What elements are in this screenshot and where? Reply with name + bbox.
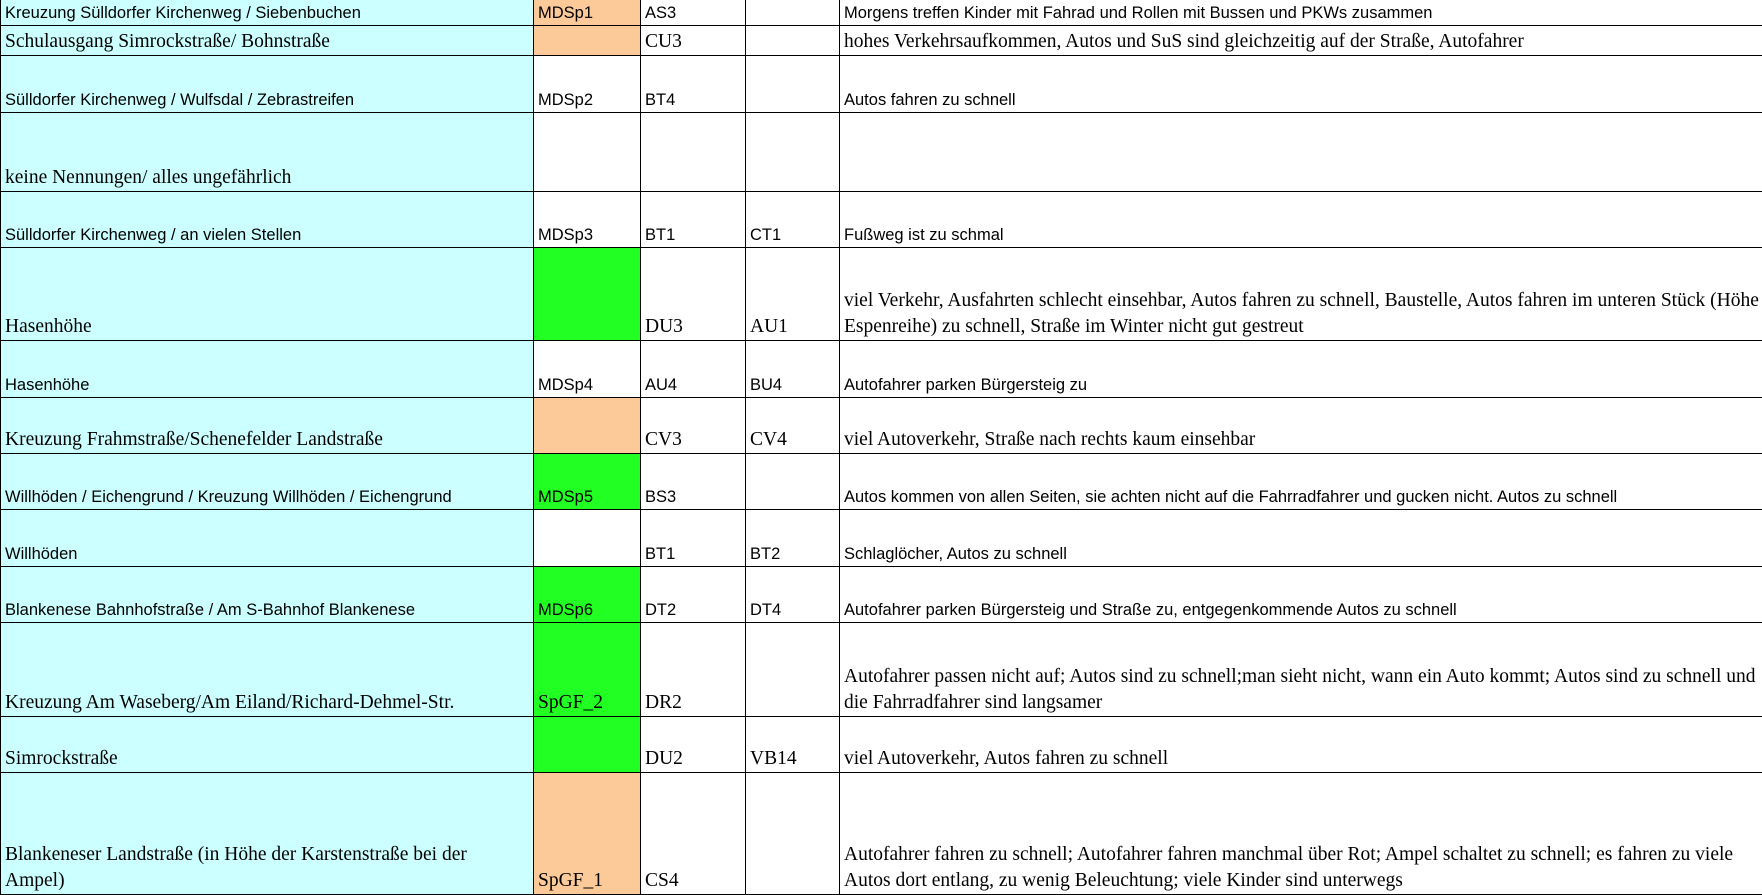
table-row (1, 454, 1762, 510)
grid-ref-2-cell: BU4 (746, 341, 840, 398)
grid-ref-2-cell: CT1 (746, 192, 840, 248)
location-cell: Kreuzung Frahmstraße/Schenefelder Landstraße (1, 398, 534, 454)
table-row (1, 56, 1762, 113)
location-cell: Kreuzung Sülldorfer Kirchenweg / Siebenbuchen (1, 0, 534, 26)
table-row (1, 717, 1762, 773)
table-row (1, 398, 1762, 454)
description-cell: Autos fahren zu schnell (840, 56, 1762, 113)
grid-ref-2-cell: BT2 (746, 510, 840, 567)
table-row (1, 248, 1762, 341)
description-cell: Schlaglöcher, Autos zu schnell (840, 510, 1762, 567)
location-cell: Hasenhöhe (1, 341, 534, 398)
location-cell: Simrockstraße (1, 717, 534, 773)
description-cell: Autofahrer parken Bürgersteig und Straße zu, entgegenkommende Autos zu schnell (840, 567, 1762, 623)
grid-ref-cell: BT1 (641, 192, 746, 248)
code-cell (534, 717, 641, 773)
grid-ref-2-cell (746, 113, 840, 192)
table-row (1, 0, 1762, 26)
code-cell (534, 26, 641, 56)
description-cell: viel Autoverkehr, Autos fahren zu schnell (840, 717, 1762, 773)
grid-ref-2-cell: VB14 (746, 717, 840, 773)
description-cell: viel Autoverkehr, Straße nach rechts kaum einsehbar (840, 398, 1762, 454)
grid-ref-2-cell: DT4 (746, 567, 840, 623)
description-cell: hohes Verkehrsaufkommen, Autos und SuS sind gleichzeitig auf der Straße, Autofahrer (840, 26, 1762, 56)
code-cell (534, 510, 641, 567)
grid-ref-cell: DT2 (641, 567, 746, 623)
location-cell: Willhöden (1, 510, 534, 567)
code-cell: MDSp5 (534, 454, 641, 510)
grid-ref-2-cell (746, 26, 840, 56)
location-cell: Sülldorfer Kirchenweg / Wulfsdal / Zebrastreifen (1, 56, 534, 113)
description-cell: Autos kommen von allen Seiten, sie achten nicht auf die Fahrradfahrer und gucken nicht. Autos zu schnell (840, 454, 1762, 510)
table-row (1, 623, 1762, 717)
grid-ref-2-cell (746, 623, 840, 717)
code-cell: MDSp2 (534, 56, 641, 113)
grid-ref-2-cell (746, 0, 840, 26)
table-row (1, 510, 1762, 567)
code-cell: SpGF_2 (534, 623, 641, 717)
location-cell: Sülldorfer Kirchenweg / an vielen Stellen (1, 192, 534, 248)
description-cell (840, 113, 1762, 192)
code-cell: MDSp3 (534, 192, 641, 248)
description-cell: Autofahrer fahren zu schnell; Autofahrer fahren manchmal über Rot; Ampel schaltet zu schnell; es fahren zu viele Autos dort entlang, zu wenig Beleuchtung; viele Kinder sind unterwegs (840, 773, 1762, 895)
grid-ref-cell: BT1 (641, 510, 746, 567)
grid-ref-cell: AU4 (641, 341, 746, 398)
grid-ref-cell: CS4 (641, 773, 746, 895)
description-cell: Autofahrer passen nicht auf; Autos sind zu schnell;man sieht nicht, wann ein Auto kommt; Autos sind zu schnell und die Fahrradfahrer sind langsamer (840, 623, 1762, 717)
grid-ref-cell: BS3 (641, 454, 746, 510)
location-cell: Kreuzung Am Waseberg/Am Eiland/Richard-Dehmel-Str. (1, 623, 534, 717)
table-row (1, 341, 1762, 398)
table-row (1, 113, 1762, 192)
code-cell (534, 398, 641, 454)
grid-ref-2-cell: CV4 (746, 398, 840, 454)
location-cell: Blankenese Bahnhofstraße / Am S-Bahnhof Blankenese (1, 567, 534, 623)
table-row (1, 192, 1762, 248)
grid-ref-2-cell (746, 56, 840, 113)
grid-ref-cell: DU3 (641, 248, 746, 341)
grid-ref-2-cell (746, 773, 840, 895)
description-cell: Autofahrer parken Bürgersteig zu (840, 341, 1762, 398)
code-cell: MDSp4 (534, 341, 641, 398)
description-cell: viel Verkehr, Ausfahrten schlecht einsehbar, Autos fahren zu schnell, Baustelle, Autos fahren im unteren Stück (Höhe Espenreihe) zu schnell, Straße im Winter nicht gut gestreut (840, 248, 1762, 341)
grid-ref-cell: CU3 (641, 26, 746, 56)
code-cell: SpGF_1 (534, 773, 641, 895)
table-row (1, 773, 1762, 895)
grid-ref-cell: DU2 (641, 717, 746, 773)
description-cell: Fußweg ist zu schmal (840, 192, 1762, 248)
location-cell: Schulausgang Simrockstraße/ Bohnstraße (1, 26, 534, 56)
grid-ref-cell (641, 113, 746, 192)
table-row (1, 26, 1762, 56)
grid-ref-2-cell: AU1 (746, 248, 840, 341)
location-cell: keine Nennungen/ alles ungefährlich (1, 113, 534, 192)
grid-ref-2-cell (746, 454, 840, 510)
code-cell: MDSp1 (534, 0, 641, 26)
code-cell (534, 248, 641, 341)
table-body (1, 0, 1762, 895)
grid-ref-cell: AS3 (641, 0, 746, 26)
grid-ref-cell: DR2 (641, 623, 746, 717)
location-cell: Willhöden / Eichengrund / Kreuzung Willhöden / Eichengrund (1, 454, 534, 510)
location-cell: Hasenhöhe (1, 248, 534, 341)
grid-ref-cell: BT4 (641, 56, 746, 113)
location-cell: Blankeneser Landstraße (in Höhe der Karstenstraße bei der Ampel) (1, 773, 534, 895)
grid-ref-cell: CV3 (641, 398, 746, 454)
table-row (1, 567, 1762, 623)
code-cell: MDSp6 (534, 567, 641, 623)
code-cell (534, 113, 641, 192)
description-cell: Morgens treffen Kinder mit Fahrad und Rollen mit Bussen und PKWs zusammen (840, 0, 1762, 26)
